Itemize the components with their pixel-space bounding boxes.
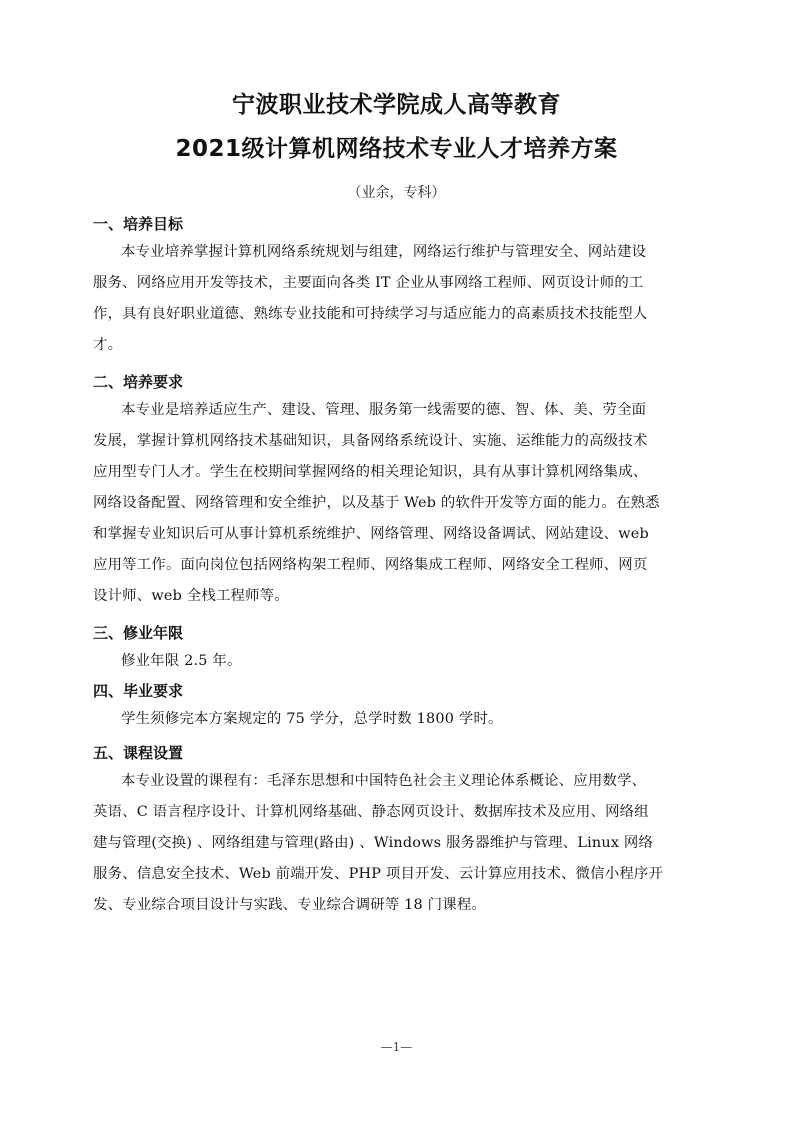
paragraph-line: 设计师、web 全栈工程师等。 bbox=[93, 588, 289, 604]
section-heading: 四、毕业要求 bbox=[93, 682, 184, 700]
paragraph-line: 英语、C 语言程序设计、计算机网络基础、静态网页设计、数据库技术及应用、网络组 bbox=[93, 804, 649, 820]
section-training-requirements bbox=[93, 369, 713, 612]
section-heading: 五、课程设置 bbox=[93, 744, 184, 762]
paragraph-line: 本专业是培养适应生产、建设、管理、服务第一线需要的德、智、体、美、劳全面 bbox=[121, 402, 647, 418]
section-training-objectives bbox=[93, 211, 713, 361]
paragraph-line: 本专业设置的课程有：毛泽东思想和中国特色社会主义理论体系概论、应用数学、 bbox=[121, 773, 647, 789]
paragraph-line: 应用等工作。面向岗位包括网络构架工程师、网络集成工程师、网络安全工程师、网页 bbox=[93, 557, 648, 573]
document-title-line2: 2021级计算机网络技术专业人才培养方案 bbox=[175, 136, 618, 162]
paragraph-line: 发、专业综合项目设计与实践、专业综合调研等 18 门课程。 bbox=[93, 897, 487, 913]
paragraph-line: 学生须修完本方案规定的 75 学分，总学时数 1800 学时。 bbox=[121, 711, 503, 727]
paragraph-line: 应用型专门人才。学生在校期间掌握网络的相关理论知识，具有从事计算机网络集成、 bbox=[93, 464, 648, 480]
section-heading: 三、修业年限 bbox=[93, 624, 184, 642]
document-subtitle: （业余，专科） bbox=[347, 185, 446, 201]
section-curriculum bbox=[93, 740, 713, 921]
paragraph-line: 网络设备配置、网络管理和安全维护，以及基于 Web 的软件开发等方面的能力。在熟悉 bbox=[93, 495, 660, 511]
page-number: —1— bbox=[380, 1040, 413, 1054]
document-title-line1: 宁波职业技术学院成人高等教育 bbox=[232, 92, 561, 118]
paragraph-line: 和掌握专业知识后可从事计算机系统维护、网络管理、网络设备调试、网站建设、web bbox=[93, 526, 649, 542]
paragraph-line: 修业年限 2.5 年。 bbox=[121, 653, 242, 669]
paragraph-line: 发展，掌握计算机网络技术基础知识，具备网络系统设计、实施、运维能力的高级技术 bbox=[93, 433, 648, 449]
paragraph-line: 服务、信息安全技术、Web 前端开发、PHP 项目开发、云计算应用技术、微信小程序开 bbox=[93, 866, 664, 882]
section-heading: 一、培养目标 bbox=[93, 215, 184, 233]
paragraph-line: 建与管理(交换) 、网络组建与管理(路由) 、Windows 服务器维护与管理、Linux 网络 bbox=[93, 835, 654, 851]
paragraph-line: 作，具有良好职业道德、熟练专业技能和可持续学习与适应能力的高素质技术技能型人 bbox=[93, 306, 648, 322]
paragraph-line: 本专业培养掌握计算机网络系统规划与组建，网络运行维护与管理安全、网站建设 bbox=[121, 244, 647, 260]
paragraph-line: 服务、网络应用开发等技术，主要面向各类 IT 企业从事网络工程师、网页设计师的工 bbox=[93, 275, 644, 291]
section-study-duration bbox=[93, 620, 713, 677]
section-graduation-requirements bbox=[93, 678, 713, 735]
paragraph-line: 才。 bbox=[93, 337, 123, 353]
section-heading: 二、培养要求 bbox=[93, 373, 184, 391]
